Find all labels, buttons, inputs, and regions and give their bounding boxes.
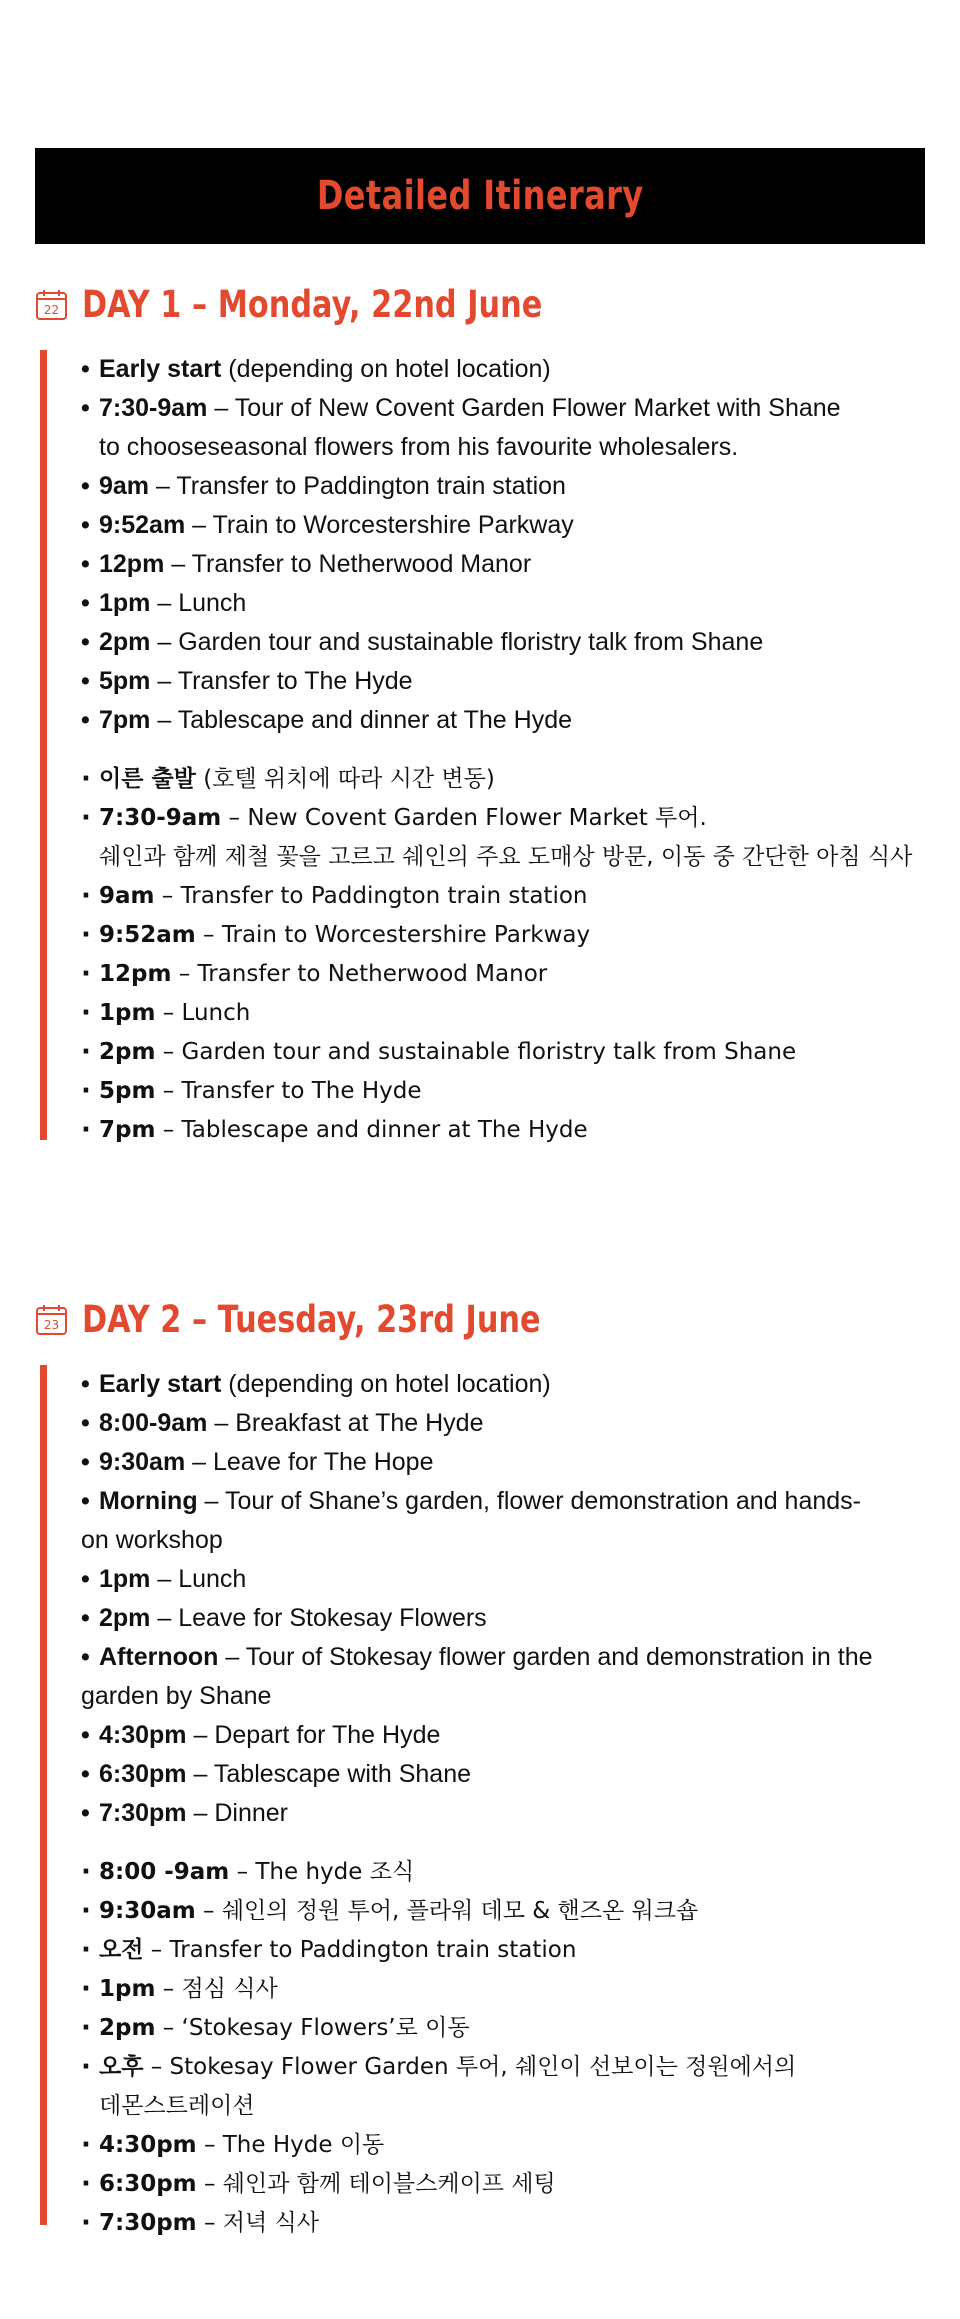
list-item: • 9:30am – Leave for The Hope [81, 1443, 927, 1482]
itinerary-banner [35, 148, 925, 244]
svg-text:23: 23 [43, 1318, 60, 1332]
day2-korean-list [47, 1853, 927, 2243]
day1-heading [35, 283, 643, 326]
day1-english-list [47, 350, 927, 740]
list-item: • 8:00-9am – Breakfast at The Hyde [81, 1404, 927, 1443]
list-item: · 5pm – Transfer to The Hyde [81, 1072, 927, 1111]
list-item: • 2pm – Leave for Stokesay Flowers [81, 1599, 927, 1638]
list-item: · 2pm – Garden tour and sustainable floristry talk from Shane [81, 1033, 927, 1072]
list-item: • 6:30pm – Tablescape with Shane [81, 1755, 927, 1794]
day2-title: DAY 2 – Tuesday, 23rd June [82, 1298, 541, 1341]
list-item: · 오후 – Stokesay Flower Garden 투어, 쉐인이 선보이는 정원에서의 데몬스트레이션 [81, 2048, 927, 2126]
list-item: · 1pm – Lunch [81, 994, 927, 1033]
calendar-icon [35, 288, 68, 321]
list-item: • 1pm – Lunch [81, 584, 927, 623]
day2-body [40, 1365, 927, 2236]
list-item: · 7:30-9am – New Covent Garden Flower Market 투어. 쉐인과 함께 제철 꽃을 고르고 쉐인의 주요 도매상 방문, 이동 중 간단한 아침 식사 [81, 799, 927, 877]
list-item: · 9am – Transfer to Paddington train station [81, 877, 927, 916]
day1-body [40, 350, 927, 1143]
list-item: · 6:30pm – 쉐인과 함께 테이블스케이프 세팅 [81, 2165, 927, 2204]
list-item: • 4:30pm – Depart for The Hyde [81, 1716, 927, 1755]
list-item: · 1pm – 점심 식사 [81, 1970, 927, 2009]
day1-korean-list [47, 760, 927, 1150]
day2-english-list [47, 1365, 927, 1833]
list-item: • 7:30-9am – Tour of New Covent Garden Flower Market with Shane to chooseseasonal flowers from his favourite wholesalers. [81, 389, 927, 467]
svg-text:22: 22 [43, 303, 60, 317]
list-item: · 7pm – Tablescape and dinner at The Hyde [81, 1111, 927, 1150]
list-item: · 7:30pm – 저녁 식사 [81, 2204, 927, 2243]
list-item: • Morning – Tour of Shane’s garden, flower demonstration and hands- on workshop [81, 1482, 927, 1560]
list-item: · 이른 출발 (호텔 위치에 따라 시간 변동) [81, 760, 927, 799]
list-item: • 7:30pm – Dinner [81, 1794, 927, 1833]
list-item: • 9am – Transfer to Paddington train station [81, 467, 927, 506]
list-item: · 2pm – ‘Stokesay Flowers’로 이동 [81, 2009, 927, 2048]
list-item: • 5pm – Transfer to The Hyde [81, 662, 927, 701]
list-item: · 4:30pm – The Hyde 이동 [81, 2126, 927, 2165]
list-item: • 9:52am – Train to Worcestershire Parkway [81, 506, 927, 545]
list-item: • 7pm – Tablescape and dinner at The Hyde [81, 701, 927, 740]
day1-title: DAY 1 – Monday, 22nd June [82, 283, 543, 326]
list-item: · 9:30am – 쉐인의 정원 투어, 플라워 데모 & 핸즈온 워크숍 [81, 1892, 927, 1931]
list-item: • Early start (depending on hotel location) [81, 1365, 927, 1404]
list-item: · 12pm – Transfer to Netherwood Manor [81, 955, 927, 994]
list-item: • Afternoon – Tour of Stokesay flower garden and demonstration in the garden by Shane [81, 1638, 927, 1716]
list-item: · 8:00 -9am – The hyde 조식 [81, 1853, 927, 1892]
list-item: · 오전 – Transfer to Paddington train station [81, 1931, 927, 1970]
day2-heading [35, 1298, 641, 1341]
list-item: • 12pm – Transfer to Netherwood Manor [81, 545, 927, 584]
list-item: • 1pm – Lunch [81, 1560, 927, 1599]
banner-title: Detailed Itinerary [316, 173, 644, 219]
list-item: · 9:52am – Train to Worcestershire Parkway [81, 916, 927, 955]
list-item: • Early start (depending on hotel location) [81, 350, 927, 389]
list-item: • 2pm – Garden tour and sustainable floristry talk from Shane [81, 623, 927, 662]
calendar-icon [35, 1303, 68, 1336]
